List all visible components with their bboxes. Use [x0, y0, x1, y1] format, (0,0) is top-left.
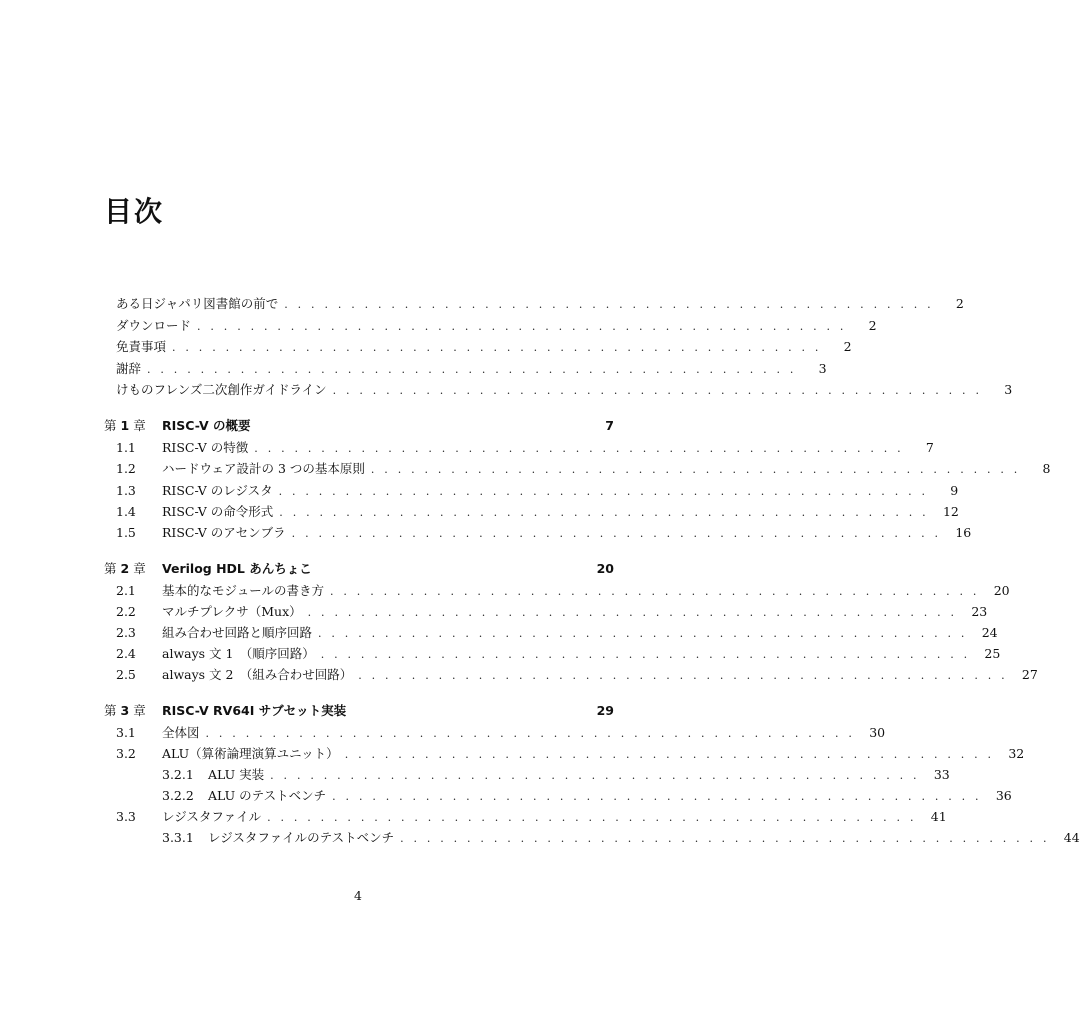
leader-dots: . . . . . . . . . . . . . . . . . . . . . . . . . . . . . . . . . . . . . . . . . . . . . . . . . [330, 585, 980, 598]
subsection-page: 36 [995, 788, 1012, 803]
section-number: 3.2 [116, 746, 136, 761]
leader-dots: . . . . . . . . . . . . . . . . . . . . . . . . . . . . . . . . . . . . . . . . . . . . . . . . . [284, 298, 934, 311]
leader-dots: . . . . . . . . . . . . . . . . . . . . . . . . . . . . . . . . . . . . . . . . . . . . . . . . . [270, 769, 920, 782]
section-number: 3.1 [116, 725, 136, 740]
toc-entry[interactable] [116, 504, 959, 520]
subsection-title: レジスタファイルのテストベンチ [208, 830, 395, 845]
toc-entry[interactable] [162, 830, 1080, 846]
toc-entry-page: 2 [868, 318, 877, 333]
toc-entry[interactable] [116, 746, 1025, 762]
leader-dots: . . . . . . . . . . . . . . . . . . . . . . . . . . . . . . . . . . . . . . . . . . . . . . . . . [267, 811, 917, 824]
chapter-page: 7 [605, 418, 614, 433]
leader-dots: . . . . . . . . . . . . . . . . . . . . . . . . . . . . . . . . . . . . . . . . . . . . . . . . . [278, 485, 929, 498]
toc-entry[interactable] [116, 625, 998, 641]
section-number: 2.5 [116, 667, 136, 682]
toc-entry[interactable] [116, 725, 886, 741]
toc-entry-page: 2 [843, 339, 852, 354]
chapter-number: 第 2 章 [104, 561, 146, 576]
toc-entry[interactable] [116, 646, 1001, 662]
section-number: 2.3 [116, 625, 136, 640]
leader-dots: . . . . . . . . . . . . . . . . . . . . . . . . . . . . . . . . . . . . . . . . . . . . . . . . . [318, 627, 968, 640]
toc-entry-title: ダウンロード [116, 318, 192, 333]
section-page: 12 [942, 504, 959, 519]
toc-entry-title: ある日ジャパリ図書館の前で [116, 296, 279, 311]
subsection-page: 44 [1063, 830, 1080, 845]
section-number: 3.3 [116, 809, 136, 824]
subsection-page: 33 [933, 767, 950, 782]
toc-entry[interactable] [116, 604, 988, 620]
toc-entry[interactable] [116, 583, 1010, 599]
leader-dots: . . . . . . . . . . . . . . . . . . . . . . . . . . . . . . . . . . . . . . . . . . . . . . . . . [205, 727, 856, 740]
section-title: always 文 1 （順序回路） [162, 646, 315, 661]
section-page: 7 [925, 440, 934, 455]
leader-dots: . . . . . . . . . . . . . . . . . . . . . . . . . . . . . . . . . . . . . . . . . . . . . . . . . [400, 832, 1050, 845]
leader-dots: . . . . . . . . . . . . . . . . . . . . . . . . . . . . . . . . . . . . . . . . . . . . . . . . . [279, 506, 929, 519]
leader-dots: . . . . . . . . . . . . . . . . . . . . . . . . . . . . . . . . . . . . . . . . . . . . . . . . . [197, 320, 847, 333]
section-number: 1.1 [116, 440, 136, 455]
section-number: 2.4 [116, 646, 136, 661]
leader-dots: . . . . . . . . . . . . . . . . . . . . . . . . . . . . . . . . . . . . . . . . . . . . . . . . . [147, 363, 797, 376]
section-title: ALU（算術論理演算ユニット） [162, 746, 339, 761]
section-title: 組み合わせ回路と順序回路 [162, 625, 313, 640]
leader-dots: . . . . . . . . . . . . . . . . . . . . . . . . . . . . . . . . . . . . . . . . . . . . . . . . . [358, 669, 1008, 682]
section-page: 9 [950, 483, 959, 498]
section-number: 1.4 [116, 504, 136, 519]
section-title: レジスタファイル [162, 809, 262, 824]
chapter-entry[interactable] [104, 418, 614, 434]
section-title: 基本的なモジュールの書き方 [162, 583, 325, 598]
section-number: 2.1 [116, 583, 136, 598]
leader-dots: . . . . . . . . . . . . . . . . . . . . . . . . . . . . . . . . . . . . . . . . . . . . . . . . . [332, 384, 983, 397]
toc-entry[interactable] [116, 318, 877, 334]
toc-entry-title: けものフレンズ二次創作ガイドライン [116, 382, 327, 397]
toc-entry[interactable] [116, 440, 934, 456]
subsection-title: ALU のテストベンチ [208, 788, 327, 803]
toc-entry-page: 3 [1004, 382, 1013, 397]
chapter-number: 第 1 章 [104, 418, 146, 433]
subsection-number: 3.2.1 [162, 767, 194, 782]
section-title: マルチプレクサ（Mux） [162, 604, 302, 619]
section-title: ハードウェア設計の 3 つの基本原則 [162, 461, 365, 476]
toc-entry[interactable] [116, 809, 947, 825]
section-number: 1.5 [116, 525, 136, 540]
subsection-number: 3.2.2 [162, 788, 194, 803]
section-title: RISC-V の命令形式 [162, 504, 274, 519]
section-page: 32 [1008, 746, 1025, 761]
section-page: 24 [981, 625, 998, 640]
section-page: 41 [930, 809, 947, 824]
chapter-number: 第 3 章 [104, 703, 146, 718]
toc-entry-title: 免責事項 [116, 339, 167, 354]
toc-entry[interactable] [116, 461, 1051, 477]
page-number: 4 [354, 888, 362, 903]
toc-entry[interactable] [162, 767, 950, 783]
subsection-title: ALU 実装 [208, 767, 265, 782]
chapter-title: RISC-V RV64I サブセット実装 [162, 703, 347, 718]
chapter-entry[interactable] [104, 703, 614, 719]
leader-dots: . . . . . . . . . . . . . . . . . . . . . . . . . . . . . . . . . . . . . . . . . . . . . . . . . [344, 748, 995, 761]
section-number: 1.3 [116, 483, 136, 498]
chapter-title: Verilog HDL あんちょこ [162, 561, 312, 576]
section-title: RISC-V のアセンブラ [162, 525, 286, 540]
section-title: always 文 2 （組み合わせ回路） [162, 667, 353, 682]
section-page: 8 [1042, 461, 1051, 476]
chapter-title: RISC-V の概要 [162, 418, 251, 433]
toc-entry-page: 2 [955, 296, 964, 311]
toc-entry[interactable] [116, 483, 959, 499]
chapter-page: 29 [596, 703, 614, 718]
leader-dots: . . . . . . . . . . . . . . . . . . . . . . . . . . . . . . . . . . . . . . . . . . . . . . . . . [307, 606, 958, 619]
section-number: 2.2 [116, 604, 136, 619]
leader-dots: . . . . . . . . . . . . . . . . . . . . . . . . . . . . . . . . . . . . . . . . . . . . . . . . . [172, 341, 822, 354]
section-number: 1.2 [116, 461, 136, 476]
page-title: 目次 [104, 195, 165, 228]
leader-dots: . . . . . . . . . . . . . . . . . . . . . . . . . . . . . . . . . . . . . . . . . . . . . . . . . [370, 463, 1021, 476]
chapter-entry[interactable] [104, 561, 614, 577]
toc-entry[interactable] [116, 525, 972, 541]
leader-dots: . . . . . . . . . . . . . . . . . . . . . . . . . . . . . . . . . . . . . . . . . . . . . . . . . [254, 442, 904, 455]
section-title: RISC-V の特徴 [162, 440, 249, 455]
toc-entry-page: 3 [818, 361, 827, 376]
leader-dots: . . . . . . . . . . . . . . . . . . . . . . . . . . . . . . . . . . . . . . . . . . . . . . . . . [291, 527, 942, 540]
toc-entry[interactable] [116, 382, 1013, 398]
chapter-page: 20 [596, 561, 614, 576]
subsection-number: 3.3.1 [162, 830, 194, 845]
leader-dots: . . . . . . . . . . . . . . . . . . . . . . . . . . . . . . . . . . . . . . . . . . . . . . . . . [320, 648, 971, 661]
section-title: 全体図 [162, 725, 200, 740]
section-page: 27 [1021, 667, 1038, 682]
toc-entry[interactable] [116, 361, 827, 377]
section-page: 20 [993, 583, 1010, 598]
leader-dots: . . . . . . . . . . . . . . . . . . . . . . . . . . . . . . . . . . . . . . . . . . . . . . . . . [332, 790, 982, 803]
section-page: 30 [869, 725, 886, 740]
section-page: 16 [955, 525, 972, 540]
section-title: RISC-V のレジスタ [162, 483, 273, 498]
section-page: 23 [971, 604, 988, 619]
toc-entry[interactable] [116, 339, 852, 355]
toc-entry[interactable] [162, 788, 1012, 804]
toc-entry[interactable] [116, 296, 964, 312]
section-page: 25 [984, 646, 1001, 661]
toc-entry[interactable] [116, 667, 1038, 683]
toc-entry-title: 謝辞 [116, 361, 142, 376]
